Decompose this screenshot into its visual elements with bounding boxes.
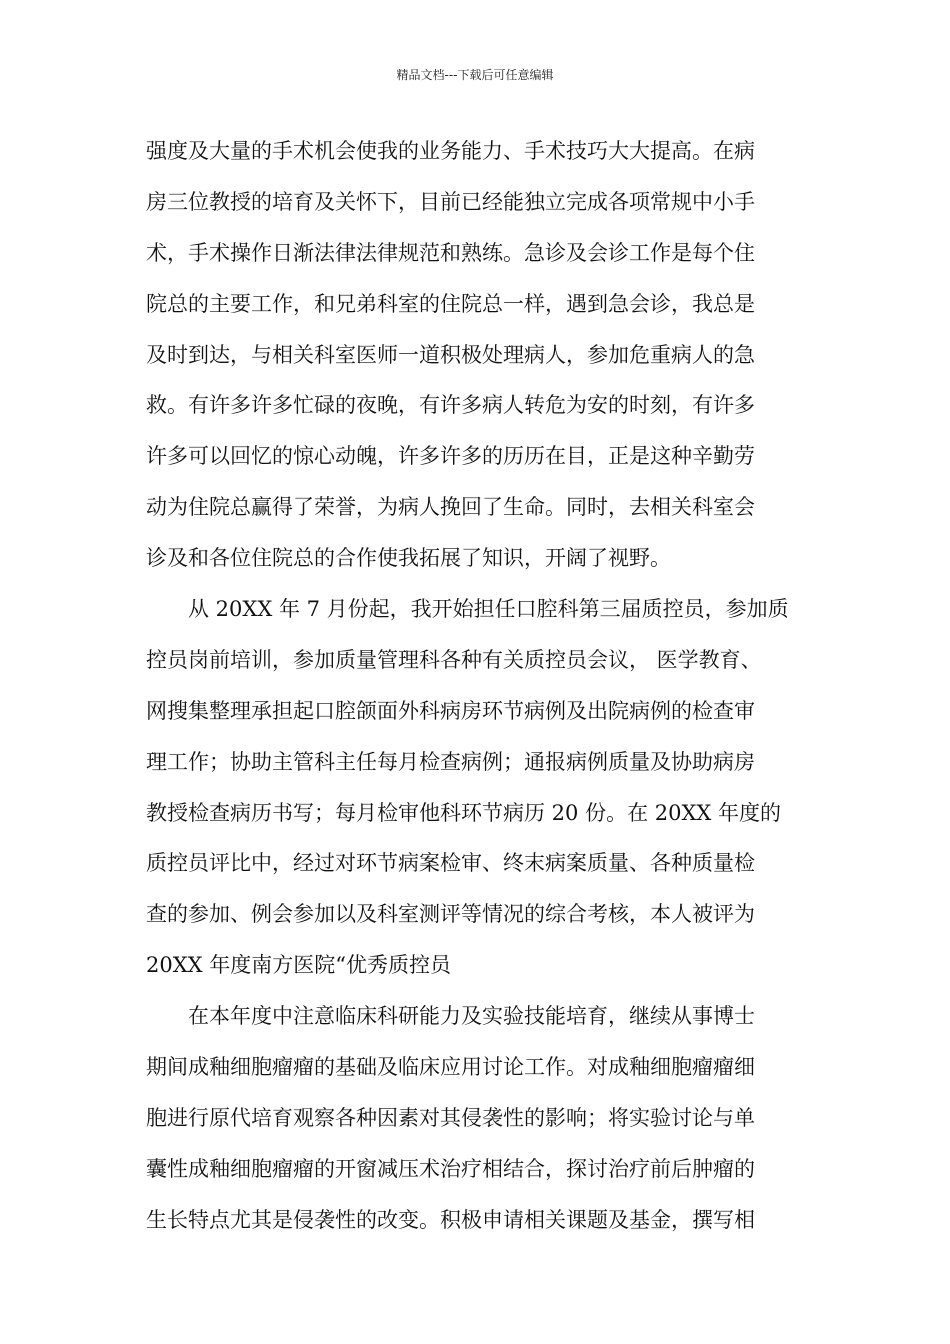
paragraph-start-line: 在本年度中注意临床科研能力及实验技能培育，继续从事博士: [188, 1004, 755, 1029]
text-line: 查的参加、例会参加以及科室测评等情况的综合考核，本人被评为: [146, 902, 755, 927]
text-line: 动为住院总赢得了荣誉，为病人挽回了生命。同时，去相关科室会: [146, 495, 755, 520]
text-line: 及时到达，与相关科室医师一道积极处理病人，参加危重病人的急: [146, 342, 755, 367]
text-line: 20XX 年度南方医院“优秀质控员: [146, 953, 452, 978]
text-line: 网搜集整理承担起口腔颌面外科病房环节病例及出院病例的检查审: [146, 698, 755, 723]
page-header: 精品文档---下载后可任意编辑: [396, 68, 554, 82]
text-line: 诊及和各位住院总的合作使我拓展了知识，开阔了视野。: [146, 546, 671, 571]
text-line: 强度及大量的手术机会使我的业务能力、手术技巧大大提高。在病: [146, 139, 755, 163]
text-line: 理工作；协助主管科主任每月检查病例；通报病例质量及协助病房: [146, 749, 755, 774]
text-line: 教授检查病历书写；每月检审他科环节病历 20 份。在 20XX 年度的: [146, 800, 782, 825]
body-text: [146, 126, 808, 1246]
text-line: 期间成釉细胞瘤瘤的基础及临床应用讨论工作。对成釉细胞瘤瘤细: [146, 1055, 755, 1080]
text-line: 控员岗前培训，参加质量管理科各种有关质控员会议， 医学教育、: [146, 647, 762, 672]
text-line: 许多可以回忆的惊心动魄，许多许多的历历在目，正是这种辛勤劳: [146, 444, 755, 469]
paragraph-start-line: 从 20XX 年 7 月份起，我开始担任口腔科第三届质控员，参加质: [188, 597, 789, 622]
text-line: 救。有许多许多忙碌的夜晚，有许多病人转危为安的时刻，有许多: [146, 393, 755, 418]
text-line: 生长特点尤其是侵袭性的改变。积极申请相关课题及基金，撰写相: [146, 1207, 755, 1232]
text-line: 术，手术操作日渐法律法律规范和熟练。急诊及会诊工作是每个住: [146, 240, 755, 265]
text-line: 胞进行原代培育观察各种因素对其侵袭性的影响；将实验讨论与单: [146, 1105, 755, 1130]
text-line: 院总的主要工作，和兄弟科室的住院总一样，遇到急会诊，我总是: [146, 291, 755, 316]
text-line: 囊性成釉细胞瘤瘤的开窗减压术治疗相结合，探讨治疗前后肿瘤的: [146, 1156, 755, 1181]
text-line: 房三位教授的培育及关怀下，目前已经能独立完成各项常规中小手: [146, 189, 755, 214]
text-line: 质控员评比中，经过对环节病案检审、终末病案质量、各种质量检: [146, 851, 755, 876]
